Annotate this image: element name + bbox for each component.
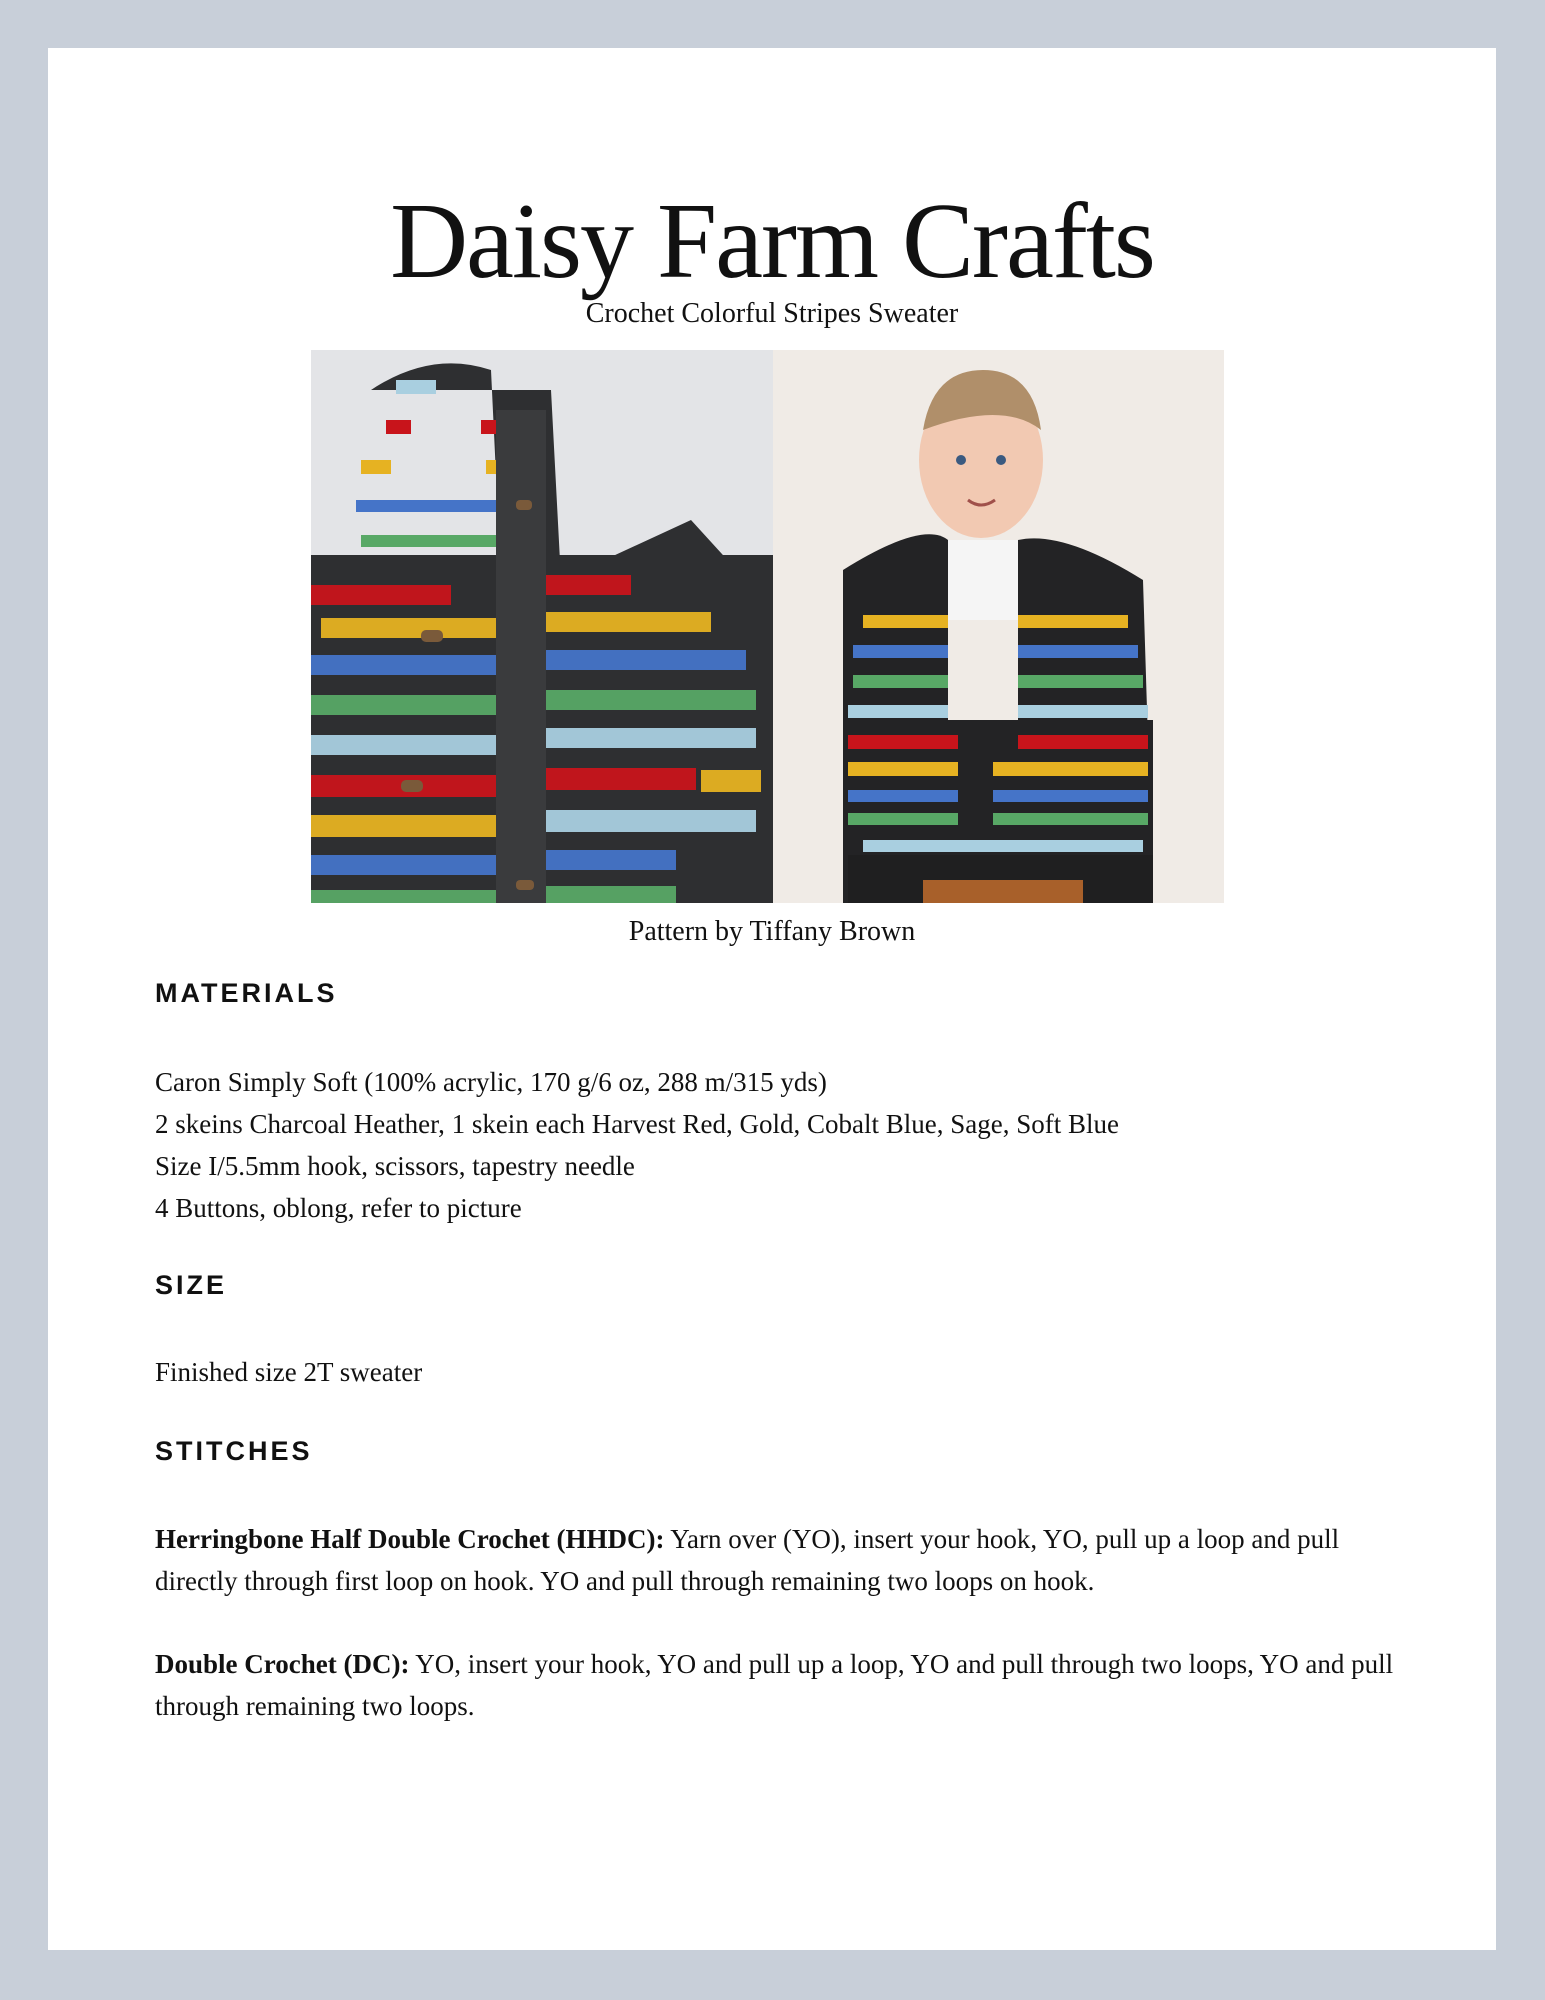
materials-list	[155, 1061, 1415, 1229]
stitch-description: Yarn over (YO), insert your hook, YO, pull up a loop and pull directly through first loop on hook. YO and pull through remaining two loops on hook.	[155, 1524, 1340, 1596]
toddler-wearing-sweater-photo	[773, 350, 1224, 903]
page-subtitle: Crochet Colorful Stripes Sweater	[585, 298, 959, 329]
photo-caption: Pattern by Tiffany Brown	[628, 916, 916, 947]
size-heading: SIZE	[155, 1270, 228, 1300]
stitches-heading: STITCHES	[155, 1436, 313, 1466]
document-page	[48, 48, 1496, 1950]
stitch-definition-hhdc	[155, 1518, 1415, 1602]
page-title: Daisy Farm Crafts	[390, 182, 1154, 301]
stitch-description: YO, insert your hook, YO and pull up a loop, YO and pull through two loops, YO and pull through remaining two loops.	[155, 1649, 1394, 1721]
stitch-term: Herringbone Half Double Crochet (HHDC):	[155, 1524, 665, 1554]
stitch-term: Double Crochet (DC):	[155, 1649, 410, 1679]
stitch-definition-dc	[155, 1643, 1415, 1727]
materials-line: 2 skeins Charcoal Heather, 1 skein each Harvest Red, Gold, Cobalt Blue, Sage, Soft Blue	[155, 1109, 1119, 1139]
materials-line: Size I/5.5mm hook, scissors, tapestry needle	[155, 1151, 635, 1181]
materials-line: 4 Buttons, oblong, refer to picture	[155, 1193, 522, 1223]
materials-heading: MATERIALS	[155, 978, 338, 1008]
size-text: Finished size 2T sweater	[155, 1357, 423, 1387]
photo-row	[311, 350, 1224, 903]
materials-line: Caron Simply Soft (100% acrylic, 170 g/6 oz, 288 m/315 yds)	[155, 1067, 827, 1097]
sweater-flat-photo	[311, 350, 773, 903]
